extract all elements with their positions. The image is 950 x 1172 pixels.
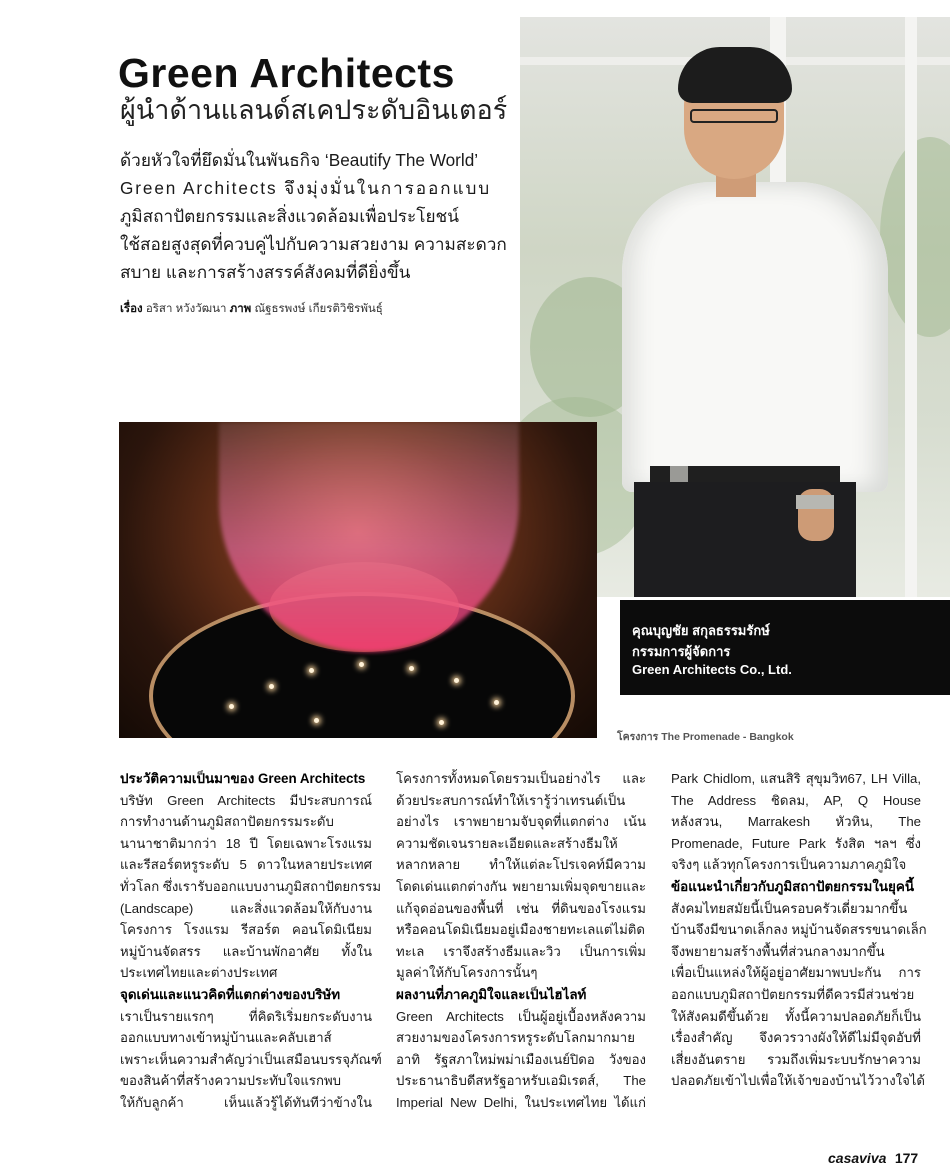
body-line: และรีสอร์ตหรูระดับ 5 ดาวในหลายประเทศ	[120, 857, 372, 873]
byline-photo-label: ภาพ	[229, 303, 252, 315]
body-line: มูลค่าให้กับโครงการนั้นๆ	[396, 965, 538, 981]
body-line: สังคมไทยสมัยนี้เป็นครอบครัวเดี่ยวมากขึ้น	[671, 900, 908, 916]
body-line: เพื่อเป็นแหล่งให้ผู้อยู่อาศัยมาพบปะกัน การ	[671, 965, 921, 981]
body-line: ปลอดภัยเข้าไปเพื่อให้เจ้าของบ้านไว้วางใจได้	[671, 1073, 925, 1089]
body-line: อย่างไร เราพยายามจับจุดที่แตกต่าง เน้น	[396, 814, 646, 830]
body-line: โดดเด่นแตกต่างกัน พยายามเพิ่มจุดขายและ	[396, 878, 646, 894]
body-line: Imperial New Delhi, ในประเทศไทย ได้แก่	[396, 1094, 646, 1110]
body-line: บริษัท Green Architects มีประสบการณ์	[120, 792, 372, 808]
body-line: นานาชาติมากว่า 18 ปี โดยเฉพาะโรงแรม	[120, 835, 372, 851]
article-subtitle: ผู้นำด้านแลนด์สเคประดับอินเตอร์	[120, 95, 508, 125]
body-line: ประเทศไทยและต่างประเทศ	[120, 965, 278, 981]
body-line: ประธานาธิบดีสหรัฐอาหรับเอมิเรตส์, The	[396, 1073, 646, 1089]
body-line: สวยงามของโครงการหรูระดับโลกมากมาย	[396, 1030, 635, 1046]
body-line: Park Chidlom, แสนสิริ สุขุมวิท67, LH Villa,	[671, 771, 921, 786]
body-line: ความชัดเจนรายละเอียดและสร้างธีมให้	[396, 835, 618, 851]
article-column-3	[671, 768, 927, 1092]
body-line: ด้วยประสบการณ์ทำให้เรารู้ว่าเทรนด์เป็น	[396, 792, 626, 808]
section-heading: ผลงานที่ภาคภูมิใจและเป็นไฮไลท์	[396, 986, 587, 1002]
section-heading: จุดเด่นและแนวคิดที่แตกต่างของบริษัท	[120, 986, 341, 1002]
caption-position: กรรมการผู้จัดการ	[632, 644, 731, 659]
body-line: โครงการทั้งหมดโดยรวมเป็นอย่างไร และ	[396, 771, 646, 786]
body-line: โครงการ โรงแรม รีสอร์ต คอนโดมิเนียม	[120, 922, 372, 938]
body-line: ออกแบบทางเข้าหมู่บ้านและคลับเฮาส์	[120, 1030, 332, 1046]
photo-credit: โครงการ The Promenade - Bangkok	[617, 731, 794, 743]
body-line: ทั่วโลก ซึ่งเรารับออกแบบงานภูมิสถาปัตยกรรม	[120, 878, 382, 894]
body-line: จริงๆ แล้วทุกโครงการเป็นความภาคภูมิใจ	[671, 857, 907, 873]
byline	[120, 300, 383, 318]
body-line: Green Architects เป็นผู้อยู่เบื้องหลังความ	[396, 1008, 646, 1024]
body-line: อาทิ รัฐสภาใหม่พม่าเมืองเนย์ปิดอ วังของ	[396, 1051, 646, 1067]
body-line: การทำงานด้านภูมิสถาปัตยกรรมระดับ	[120, 814, 334, 830]
body-line: ให้กับลูกค้า เห็นแล้วรู้ได้ทันทีว่าข้างใน	[120, 1094, 372, 1110]
body-line: ให้สังคมดีขึ้นด้วย ทั้งนี้ความปลอดภัยก็เป็น	[671, 1008, 921, 1024]
body-line: หรือคอนโดมิเนียมอยู่เมืองชายทะเลแต่ไม่ติด	[396, 922, 645, 938]
body-line: เสี่ยงอันตราย รวมถึงเพิ่มระบบรักษาความ	[671, 1051, 921, 1067]
body-line: เพราะเห็นความสำคัญว่าเป็นเสมือนบรรจุภัณฑ์	[120, 1051, 382, 1067]
body-line: เราเป็นรายแรกๆ ที่คิดริเริ่มยกระดับงาน	[120, 1008, 372, 1024]
intro-line: ใช้สอยสูงสุดที่ควบคู่ไปกับความสวยงาม ความสะดวก	[120, 234, 507, 254]
article-column-2	[396, 768, 646, 1114]
intro-line: ภูมิสถาปัตยกรรมและสิ่งแวดล้อมเพื่อประโยชน์	[120, 206, 459, 226]
body-line: Promenade, Future Park รังสิต ฯลฯ ซึ่ง	[671, 835, 921, 851]
page-footer	[828, 1150, 918, 1168]
section-heading: ข้อแนะนำเกี่ยวกับภูมิสถาปัตยกรรมในยุคนี้	[671, 878, 914, 894]
intro-line: ด้วยหัวใจที่ยึดมั่นในพันธกิจ ‘Beautify The World’	[120, 150, 479, 170]
byline-story-author: อริสา หวังวัฒนา	[145, 303, 227, 315]
page-number: 177	[894, 1150, 919, 1166]
article-column-1	[120, 768, 382, 1114]
body-line: หมู่บ้านจัดสรร และบ้านพักอาศัย ทั้งใน	[120, 943, 372, 959]
body-line: หลังสวน, Marrakesh หัวหิน, The	[671, 814, 921, 830]
byline-story-label: เรื่อง	[120, 303, 143, 315]
article-intro	[120, 146, 515, 286]
body-line: ทะเล เราจึงสร้างธีมและวิว เป็นการเพิ่ม	[396, 943, 646, 959]
fountain-photo	[119, 422, 597, 738]
portrait-caption	[620, 600, 950, 695]
magazine-logo: casaviva	[828, 1150, 887, 1166]
body-line: (Landscape) และสิ่งแวดล้อมให้กับงาน	[120, 900, 372, 916]
intro-line: สบาย และการสร้างสรรค์สังคมที่ดียิ่งขึ้น	[120, 262, 411, 282]
glasses-icon	[690, 109, 778, 123]
body-line: ออกแบบภูมิสถาปัตยกรรมที่ดีควรมีส่วนช่วย	[671, 986, 915, 1002]
caption-name: คุณบุญชัย สกุลธรรมรักษ์	[632, 623, 770, 638]
body-line: บ้านจึงมีขนาดเล็กลง หมู่บ้านจัดสรรขนาดเล็ก	[671, 922, 927, 938]
article-title: Green Architects	[118, 50, 455, 96]
section-heading: ประวัติความเป็นมาของ Green Architects	[120, 771, 366, 786]
body-line: จึงพยายามสร้างพื้นที่ส่วนกลางมากขึ้น	[671, 943, 885, 959]
body-line: ของสินค้าที่สร้างความประทับใจแรกพบ	[120, 1073, 342, 1089]
caption-company: Green Architects Co., Ltd.	[632, 662, 792, 677]
intro-line: Green Architects จึงมุ่งมั่นในการออกแบบ	[120, 178, 492, 198]
body-line: หลากหลาย ทำให้แต่ละโปรเจคท์มีความ	[396, 857, 646, 873]
body-line: The Address ชิดลม, AP, Q House	[671, 792, 921, 808]
byline-photo-author: ณัฐธรพงษ์ เกียรติวิชิรพันธุ์	[254, 303, 383, 315]
body-line: เรื่องสำคัญ จึงควรวางผังให้ดีไม่มีจุดอับที่	[671, 1030, 921, 1046]
body-line: แก้จุดอ่อนของพื้นที่ เช่น ที่ดินของโรงแรม	[396, 900, 646, 916]
